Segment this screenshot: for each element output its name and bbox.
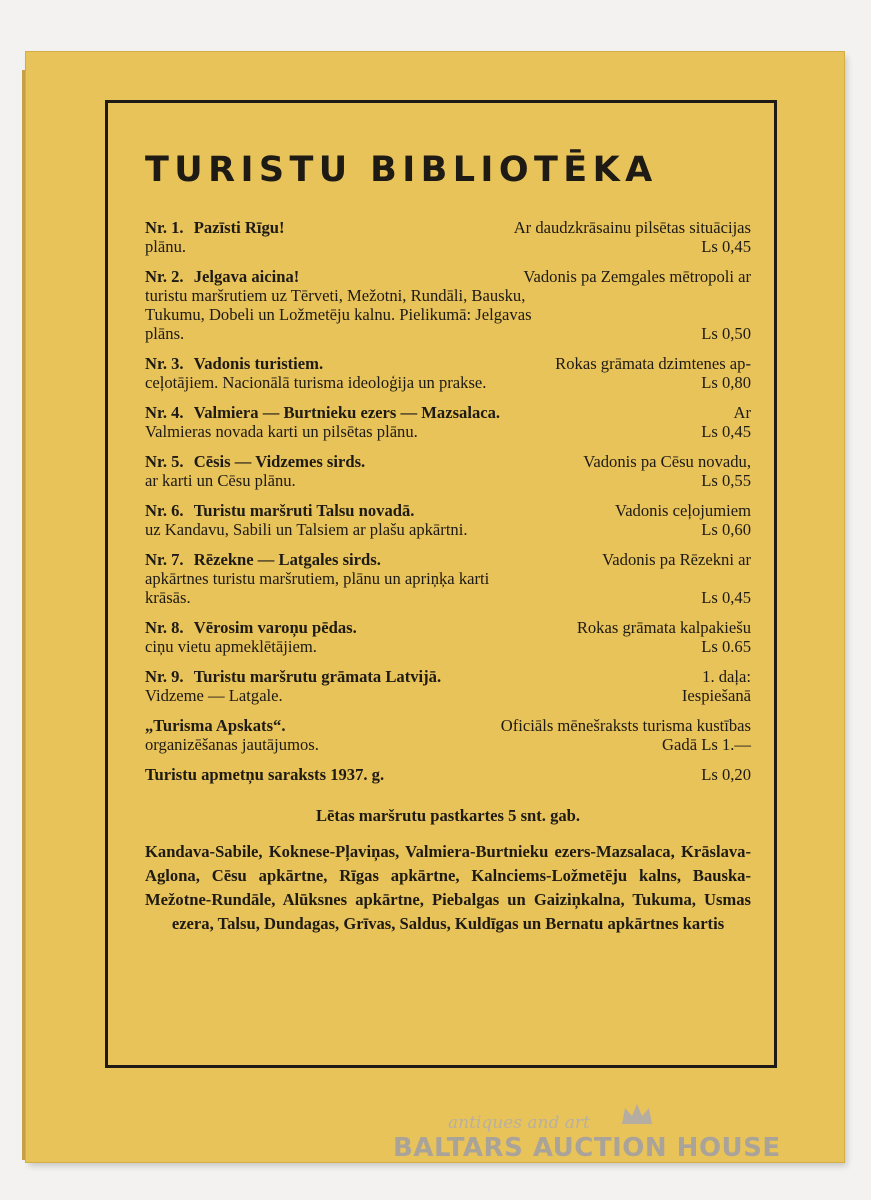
entry-number: Nr. 6. bbox=[145, 501, 184, 520]
camp-list-item bbox=[145, 765, 751, 784]
entry-text: apkārtnes turistu maršrutiem, plānu un apriņķa karti bbox=[145, 569, 490, 588]
list-item bbox=[145, 267, 751, 343]
entry-text: Valmieras novada karti un pilsētas plānu. bbox=[145, 422, 418, 441]
magazine-text: organizēšanas jautājumos. bbox=[145, 735, 319, 754]
entry-text: Ar bbox=[733, 403, 751, 422]
magazine-item bbox=[145, 716, 751, 754]
entry-price: Ls 0,60 bbox=[701, 520, 751, 539]
page-title: TURISTU BIBLIOTĒKA bbox=[145, 150, 658, 190]
entry-number: Nr. 8. bbox=[145, 618, 184, 637]
entry-number: Nr. 5. bbox=[145, 452, 184, 471]
entry-number: Nr. 4. bbox=[145, 403, 184, 422]
entry-text: uz Kandavu, Sabili un Talsiem ar plašu apkārtni. bbox=[145, 520, 468, 539]
entry-text: Vadonis pa Rēzekni ar bbox=[602, 550, 751, 569]
entry-text: Tukumu, Dobeli un Ložmetēju kalnu. Pielikumā: Jelgavas bbox=[145, 305, 532, 324]
entry-title: Pazīsti Rīgu! bbox=[193, 218, 285, 237]
entry-text: Vadonis pa Cēsu novadu, bbox=[583, 452, 751, 471]
postcards-list: Kandava-Sabile, Koknese-Pļaviņas, Valmiera-Burtnieku ezers-Mazsalaca, Krāslava-Aglona, Cēsu apkārtne, Rīgas apkārtne, Kalnciems-Ložmetēju kalns, Bauska-Mežotne-Rundāle, Alūksnes apkārtne, Piebalgas un Gaiziņkalna, Tukuma, Usmas ezera, Talsu, Dundagas, Grīvas, Saldus, Kuldīgas un Bernatu apkārtnes kartis bbox=[145, 842, 751, 933]
camp-list-price: Ls 0,20 bbox=[701, 765, 751, 784]
entry-price: Iespiešanā bbox=[681, 686, 751, 705]
list-item bbox=[145, 667, 751, 705]
list-item bbox=[145, 618, 751, 656]
entry-price: Ls 0,55 bbox=[701, 471, 751, 490]
entry-price: Ls 0,45 bbox=[701, 422, 751, 441]
entry-text: Vidzeme — Latgale. bbox=[145, 686, 283, 705]
list-item bbox=[145, 550, 751, 607]
entry-number: Nr. 7. bbox=[145, 550, 184, 569]
entry-text: Rokas grāmata dzimtenes ap- bbox=[555, 354, 751, 373]
watermark-tagline: antiques and art bbox=[448, 1113, 590, 1133]
list-item bbox=[145, 452, 751, 490]
entry-number: Nr. 2. bbox=[145, 267, 184, 286]
magazine-title: „Turisma Apskats“. bbox=[145, 716, 286, 735]
entry-title: Vērosim varoņu pēdas. bbox=[193, 618, 357, 637]
entry-text: 1. daļa: bbox=[702, 667, 751, 686]
crown-icon bbox=[620, 1102, 654, 1128]
entry-title: Rēzekne — Latgales sirds. bbox=[193, 550, 381, 569]
camp-list-title: Turistu apmetņu saraksts 1937. g. bbox=[145, 765, 385, 784]
entry-text: plānu. bbox=[145, 237, 187, 256]
magazine-price: Gadā Ls 1.— bbox=[662, 735, 751, 754]
entry-title: Turistu maršruti Talsu novadā. bbox=[193, 501, 415, 520]
entry-number: Nr. 3. bbox=[145, 354, 184, 373]
entry-text: ciņu vietu apmeklētājiem. bbox=[145, 637, 317, 656]
list-item bbox=[145, 218, 751, 256]
entry-text: Ar daudzkrāsainu pilsētas situācijas bbox=[513, 218, 751, 237]
entry-text: Vadonis pa Zemgales mētropoli ar bbox=[523, 267, 751, 286]
entry-text: ceļotājiem. Nacionālā turisma ideoloģija un prakse. bbox=[145, 373, 487, 392]
entry-text: Rokas grāmata kalpakiešu bbox=[576, 618, 751, 637]
entry-title: Jelgava aicina! bbox=[193, 267, 300, 286]
entry-number: Nr. 1. bbox=[145, 218, 184, 237]
list-item bbox=[145, 501, 751, 539]
magazine-text: Oficiāls mēnešraksts turisma kustības bbox=[500, 716, 751, 735]
catalogue-list bbox=[145, 218, 751, 784]
entry-price: Ls 0,80 bbox=[701, 373, 751, 392]
list-item bbox=[145, 403, 751, 441]
entry-title: Turistu maršrutu grāmata Latvijā. bbox=[193, 667, 442, 686]
entry-title: Vadonis turistiem. bbox=[193, 354, 324, 373]
entry-price: Ls 0,45 bbox=[701, 588, 751, 607]
entry-text: krāsās. bbox=[145, 588, 191, 607]
postcards-heading: Lētas maršrutu pastkartes 5 snt. gab. bbox=[315, 806, 581, 825]
entry-price: Ls 0,45 bbox=[701, 237, 751, 256]
entry-text: plāns. bbox=[145, 324, 185, 343]
cover-content bbox=[145, 150, 751, 936]
entry-price: Ls 0.65 bbox=[701, 637, 751, 656]
entry-text: turistu maršrutiem uz Tērveti, Mežotni, Rundāli, Bausku, bbox=[145, 286, 526, 305]
entry-number: Nr. 9. bbox=[145, 667, 184, 686]
list-item bbox=[145, 354, 751, 392]
entry-text: Vadonis ceļojumiem bbox=[615, 501, 751, 520]
entry-title: Valmiera — Burtnieku ezers — Mazsalaca. bbox=[193, 403, 501, 422]
watermark-logo: BALTARS AUCTION HOUSE bbox=[393, 1133, 781, 1163]
entry-price: Ls 0,50 bbox=[701, 324, 751, 343]
entry-text: ar karti un Cēsu plānu. bbox=[145, 471, 296, 490]
entry-title: Cēsis — Vidzemes sirds. bbox=[193, 452, 366, 471]
